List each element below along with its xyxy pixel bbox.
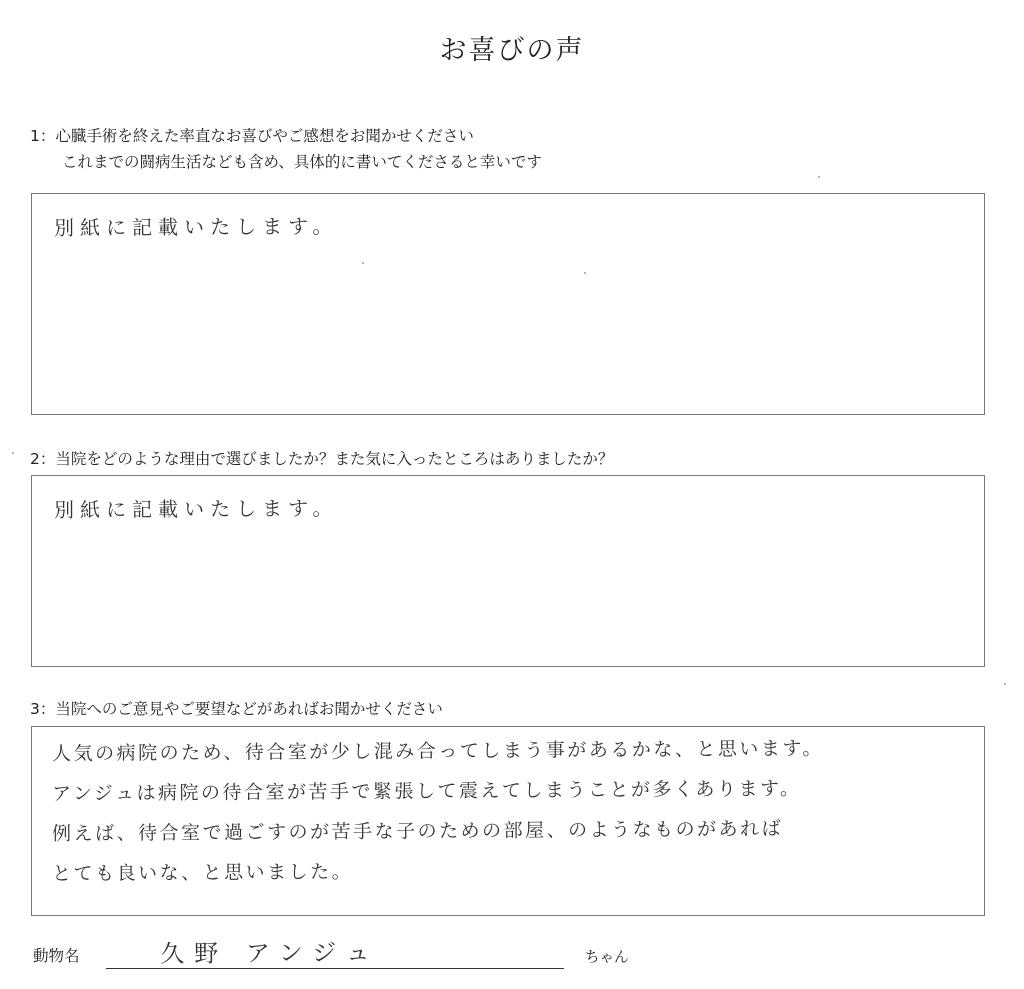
question-1-label: 1：心臓手術を終えた率直なお喜びやご感想をお聞かせください: [30, 127, 474, 145]
scan-speck: [362, 262, 364, 264]
question-2: [30, 446, 613, 472]
answer-3-line-3: 例えば、待合室で過ごすのが苦手な子のための部屋、のようなものがあれば: [52, 817, 784, 845]
answer-3-line-4: とても良いな、と思いました。: [52, 860, 354, 885]
answer-box-3: [31, 726, 985, 916]
animal-name-label: 動物名: [33, 947, 80, 965]
answer-box-2: [31, 475, 985, 667]
animal-name-underline: [106, 968, 564, 969]
scan-speck: [1004, 683, 1006, 685]
answer-3-line-1: 人気の病院のため、待合室が少し混み合ってしまう事があるかな、と思います。: [52, 737, 824, 765]
question-1: [30, 123, 542, 175]
animal-name-value: 久野 アンジュ: [160, 938, 380, 968]
animal-name-suffix: ちゃん: [585, 950, 629, 966]
answer-2-line-1: 別紙に記載いたします。: [54, 496, 339, 522]
question-1-subtext: これまでの闘病生活なども含め、具体的に書いてくださると幸いです: [62, 153, 542, 171]
answer-1-line-1: 別紙に記載いたします。: [54, 214, 339, 240]
question-2-label: 2：当院をどのような理由で選びましたか？また気に入ったところはありましたか？: [30, 450, 614, 468]
question-3-label: 3：当院へのご意見やご要望などがあればお聞かせください: [30, 700, 443, 718]
scan-speck: [12, 452, 14, 454]
scan-speck: [818, 176, 820, 178]
question-3: [30, 696, 443, 722]
answer-3-line-2: アンジュは病院の待合室が苦手で緊張して震えてしまうことが多くあります。: [52, 777, 802, 805]
scan-speck: [584, 272, 586, 274]
page-title: お喜びの声: [439, 35, 585, 66]
answer-box-1: [31, 193, 985, 415]
